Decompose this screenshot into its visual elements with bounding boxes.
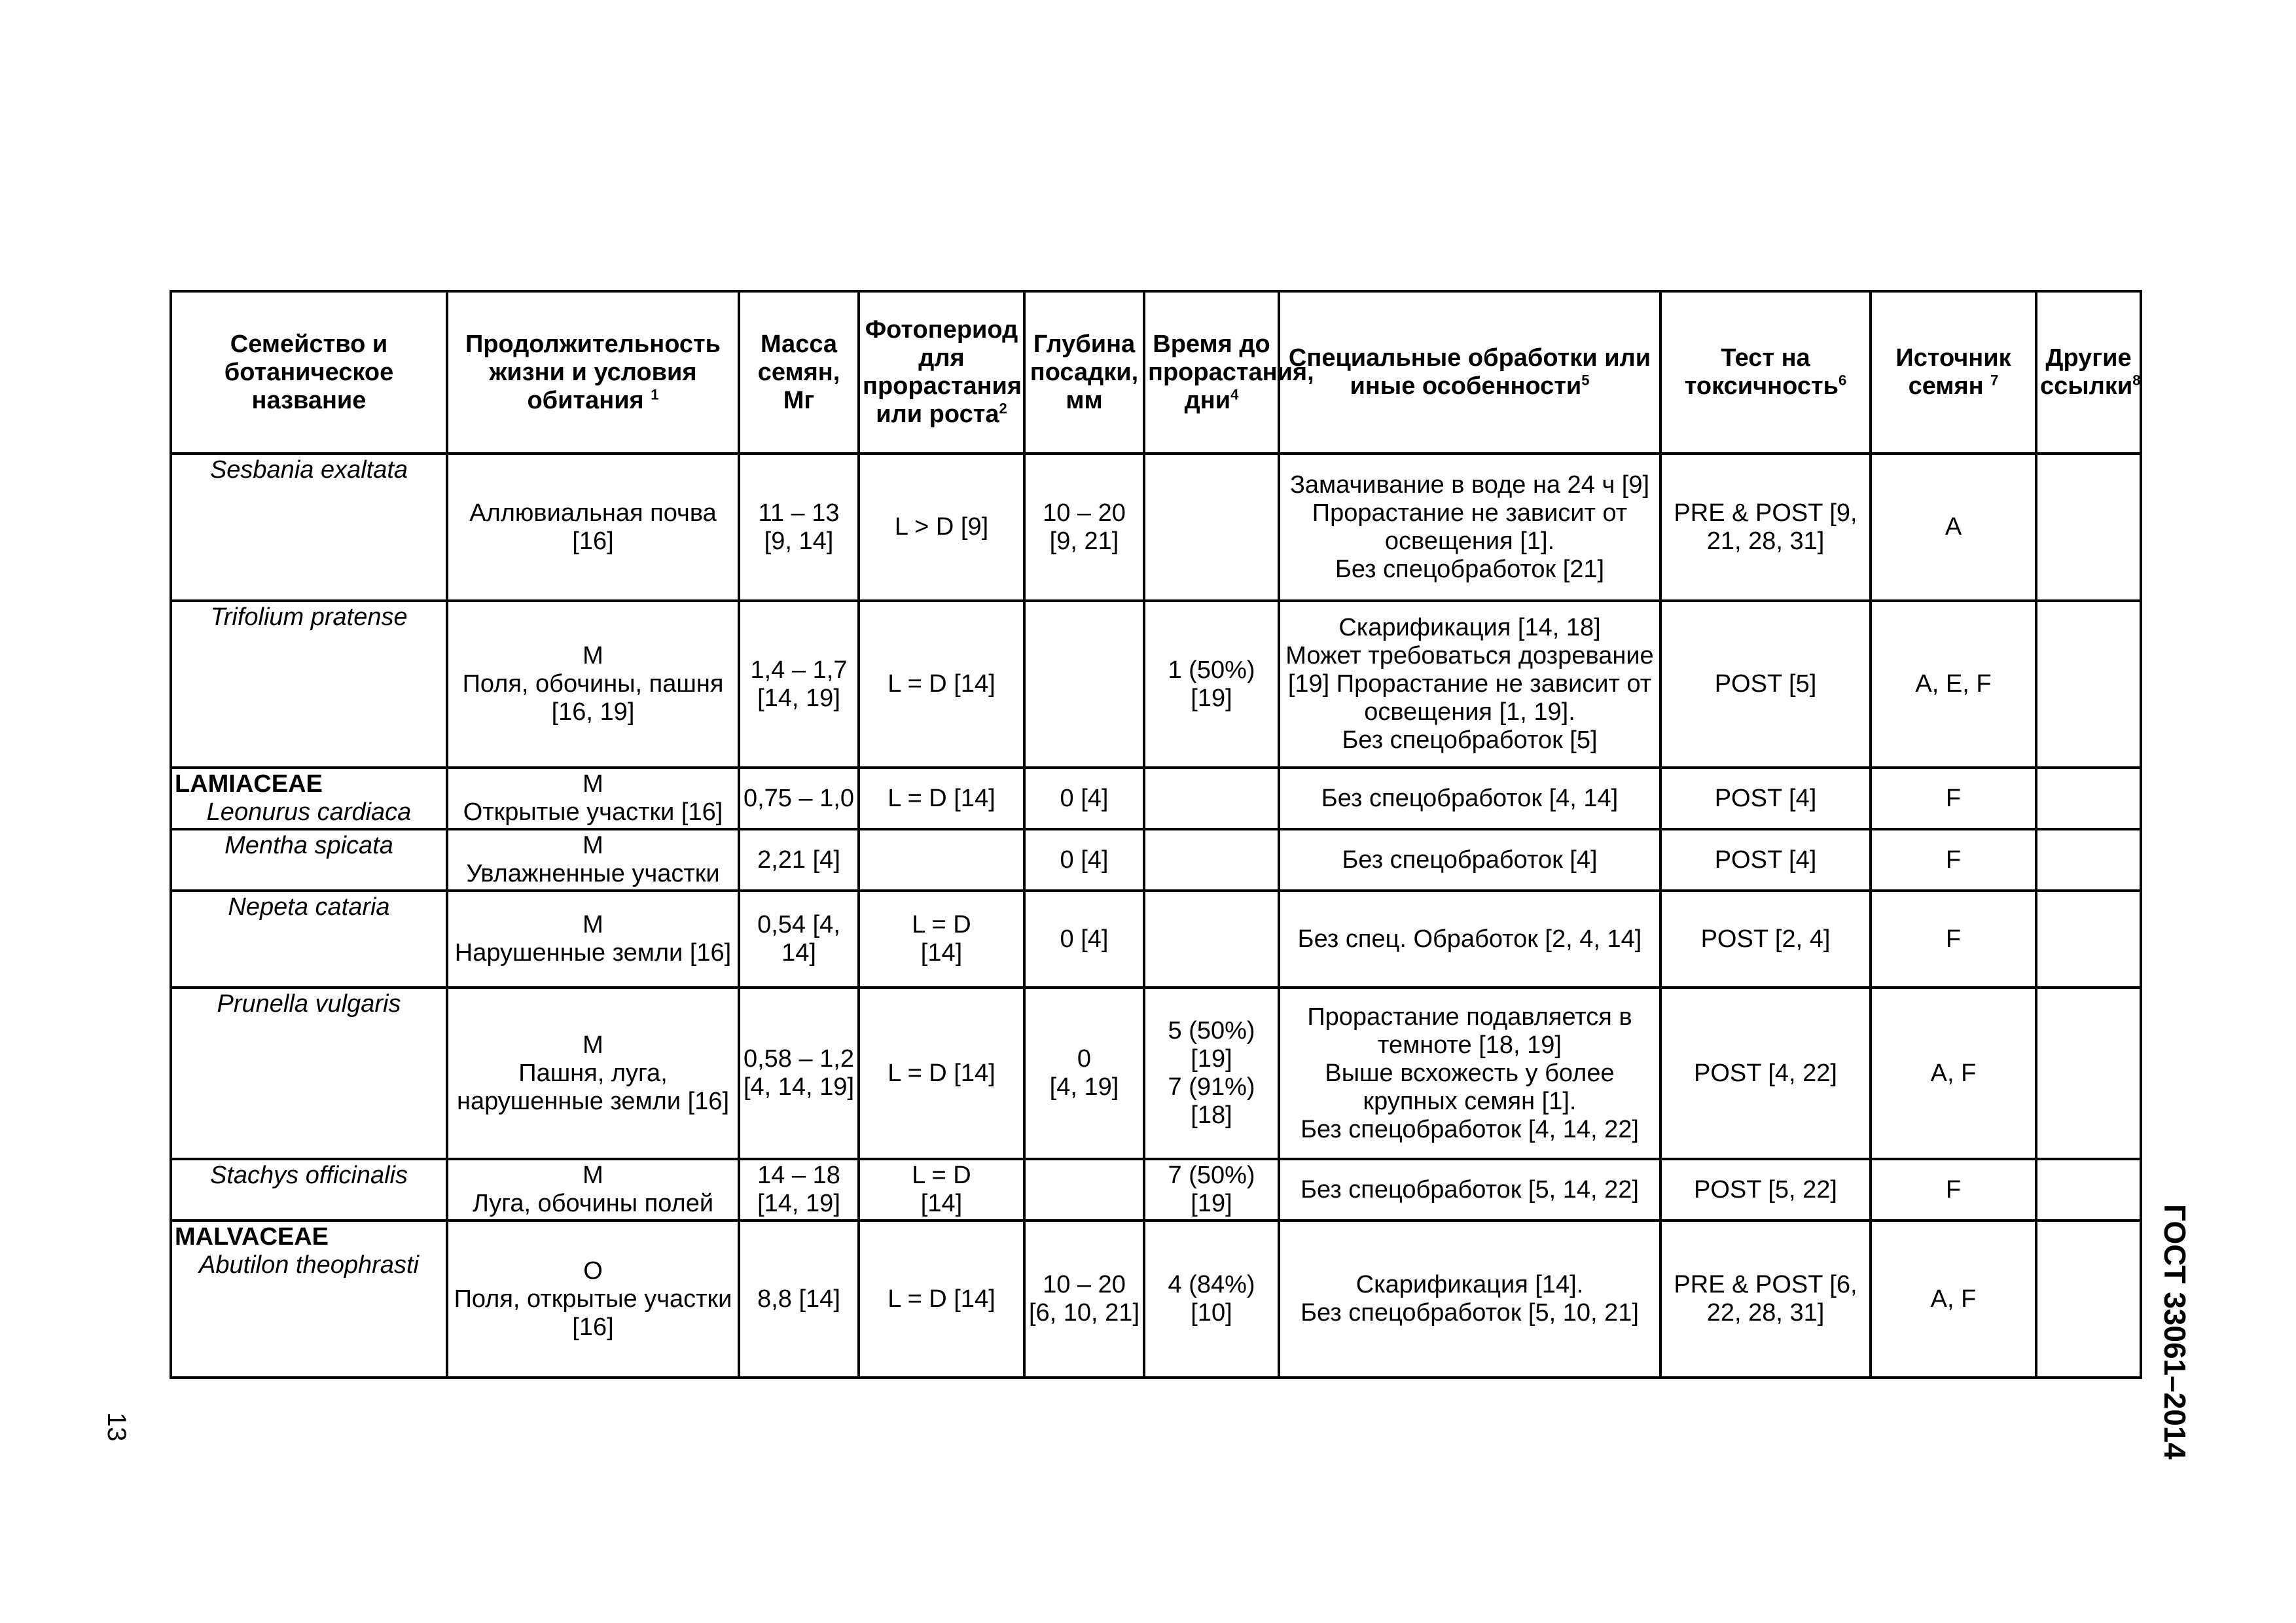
depth-cell: 0 [4] bbox=[1024, 829, 1144, 891]
life-cell: Аллювиальная почва [16] bbox=[447, 454, 739, 601]
other-cell bbox=[2036, 1221, 2141, 1378]
family-name: LAMIACEAE bbox=[175, 770, 323, 798]
time-cell: 5 (50%) [19] 7 (91%) [18] bbox=[1144, 988, 1279, 1159]
life-cell: M Пашня, луга, нарушенные земли [16] bbox=[447, 988, 739, 1159]
other-cell bbox=[2036, 829, 2141, 891]
header-mass: Масса семян, Мг bbox=[739, 291, 859, 454]
species-name: Prunella vulgaris bbox=[217, 990, 401, 1018]
mass-cell: 11 – 13 [9, 14] bbox=[739, 454, 859, 601]
source-cell: A bbox=[1871, 454, 2036, 601]
species-name: Stachys officinalis bbox=[209, 1162, 408, 1189]
depth-cell: 0 [4] bbox=[1024, 891, 1144, 988]
toxicity-cell: POST [4] bbox=[1660, 829, 1871, 891]
toxicity-cell: POST [4, 22] bbox=[1660, 988, 1871, 1159]
source-cell: F bbox=[1871, 829, 2036, 891]
photoperiod-cell: L = D [14] bbox=[859, 601, 1024, 768]
other-cell bbox=[2036, 891, 2141, 988]
toxicity-cell: PRE & POST [9, 21, 28, 31] bbox=[1660, 454, 1871, 601]
special-cell: Без спецобработок [4] bbox=[1279, 829, 1660, 891]
family-name: MALVACEAE bbox=[175, 1223, 329, 1251]
name-cell bbox=[171, 1221, 447, 1378]
special-cell: Прорастание подавляется в темноте [18, 19] Выше всхожесть у более крупных семян [1]. Без спецобработок [4, 14, 22] bbox=[1279, 988, 1660, 1159]
life-cell: M Открытые участки [16] bbox=[447, 768, 739, 829]
life-cell: M Поля, обочины, пашня [16, 19] bbox=[447, 601, 739, 768]
species-name: Leonurus cardiaca bbox=[206, 798, 412, 826]
species-name: Sesbania exaltata bbox=[209, 456, 408, 484]
table-row bbox=[171, 891, 2141, 988]
table-row bbox=[171, 1159, 2141, 1221]
mass-cell: 2,21 [4] bbox=[739, 829, 859, 891]
photoperiod-cell: L > D [9] bbox=[859, 454, 1024, 601]
life-cell: O Поля, открытые участки [16] bbox=[447, 1221, 739, 1378]
header-source: Источник семян $^7$ bbox=[1871, 291, 2036, 454]
depth-cell: 0 [4] bbox=[1024, 768, 1144, 829]
special-cell: Без спецобработок [4, 14] bbox=[1279, 768, 1660, 829]
header-time: Время до прорастания, дни$^4$ bbox=[1144, 291, 1279, 454]
toxicity-cell: PRE & POST [6, 22, 28, 31] bbox=[1660, 1221, 1871, 1378]
time-cell: 1 (50%) [19] bbox=[1144, 601, 1279, 768]
source-cell: A, F bbox=[1871, 1221, 2036, 1378]
special-cell: Без спец. Обработок [2, 4, 14] bbox=[1279, 891, 1660, 988]
table-row bbox=[171, 601, 2141, 768]
table-row bbox=[171, 988, 2141, 1159]
mass-cell: 0,58 – 1,2 [4, 14, 19] bbox=[739, 988, 859, 1159]
name-cell bbox=[171, 988, 447, 1159]
mass-cell: 0,54 [4, 14] bbox=[739, 891, 859, 988]
toxicity-cell: POST [5, 22] bbox=[1660, 1159, 1871, 1221]
special-cell: Замачивание в воде на 24 ч [9] Прорастание не зависит от освещения [1]. Без спецобработок [21] bbox=[1279, 454, 1660, 601]
source-cell: F bbox=[1871, 1159, 2036, 1221]
time-cell bbox=[1144, 454, 1279, 601]
toxicity-cell: POST [2, 4] bbox=[1660, 891, 1871, 988]
source-cell: F bbox=[1871, 891, 2036, 988]
other-cell bbox=[2036, 454, 2141, 601]
name-cell bbox=[171, 1159, 447, 1221]
header-row bbox=[171, 291, 2141, 454]
other-cell bbox=[2036, 601, 2141, 768]
mass-cell: 14 – 18 [14, 19] bbox=[739, 1159, 859, 1221]
mass-cell: 1,4 – 1,7 [14, 19] bbox=[739, 601, 859, 768]
life-cell: M Нарушенные земли [16] bbox=[447, 891, 739, 988]
special-cell: Скарификация [14]. Без спецобработок [5, 10, 21] bbox=[1279, 1221, 1660, 1378]
depth-cell: 0 [4, 19] bbox=[1024, 988, 1144, 1159]
header-photoperiod: Фотопериод для прорастания или роста$^2$ bbox=[859, 291, 1024, 454]
header-family: Семейство и ботаническое название bbox=[171, 291, 447, 454]
photoperiod-cell: L = D [14] bbox=[859, 1221, 1024, 1378]
name-cell bbox=[171, 768, 447, 829]
toxicity-cell: POST [5] bbox=[1660, 601, 1871, 768]
source-cell: F bbox=[1871, 768, 2036, 829]
source-cell: A, F bbox=[1871, 988, 2036, 1159]
page-number: 13 bbox=[102, 1412, 131, 1442]
life-cell: M Увлажненные участки bbox=[447, 829, 739, 891]
species-name: Trifolium pratense bbox=[210, 603, 408, 631]
source-cell: A, E, F bbox=[1871, 601, 2036, 768]
header-other: Другие ссылки$^8$ bbox=[2036, 291, 2141, 454]
time-cell bbox=[1144, 768, 1279, 829]
time-cell bbox=[1144, 829, 1279, 891]
header-depth: Глубина посадки, мм bbox=[1024, 291, 1144, 454]
header-toxicity: Тест на токсичность$^6$ bbox=[1660, 291, 1871, 454]
table-row bbox=[171, 1221, 2141, 1378]
table-row bbox=[171, 829, 2141, 891]
mass-cell: 8,8 [14] bbox=[739, 1221, 859, 1378]
time-cell: 4 (84%) [10] bbox=[1144, 1221, 1279, 1378]
table-body bbox=[171, 454, 2141, 1378]
special-cell: Без спецобработок [5, 14, 22] bbox=[1279, 1159, 1660, 1221]
table-row bbox=[171, 768, 2141, 829]
name-cell bbox=[171, 601, 447, 768]
photoperiod-cell: L = D [14] bbox=[859, 891, 1024, 988]
header-special: Специальные обработки или иные особенности$^5$ bbox=[1279, 291, 1660, 454]
photoperiod-cell bbox=[859, 829, 1024, 891]
time-cell bbox=[1144, 891, 1279, 988]
time-cell: 7 (50%) [19] bbox=[1144, 1159, 1279, 1221]
species-name: Abutilon theophrasti bbox=[199, 1251, 419, 1279]
photoperiod-cell: L = D [14] bbox=[859, 988, 1024, 1159]
depth-cell: 10 – 20 [9, 21] bbox=[1024, 454, 1144, 601]
name-cell bbox=[171, 454, 447, 601]
table-row bbox=[171, 454, 2141, 601]
species-name: Nepeta cataria bbox=[228, 893, 390, 921]
life-cell: M Луга, обочины полей bbox=[447, 1159, 739, 1221]
other-cell bbox=[2036, 988, 2141, 1159]
document-code: ГОСТ 33061–2014 bbox=[2158, 1204, 2192, 1460]
species-table bbox=[170, 290, 2142, 1379]
depth-cell: 10 – 20 [6, 10, 21] bbox=[1024, 1221, 1144, 1378]
mass-cell: 0,75 – 1,0 bbox=[739, 768, 859, 829]
name-cell bbox=[171, 829, 447, 891]
header-life: Продолжительность жизни и условия обитания $^1$ bbox=[447, 291, 739, 454]
other-cell bbox=[2036, 768, 2141, 829]
other-cell bbox=[2036, 1159, 2141, 1221]
species-name: Mentha spicata bbox=[224, 832, 393, 859]
depth-cell bbox=[1024, 1159, 1144, 1221]
photoperiod-cell: L = D [14] bbox=[859, 768, 1024, 829]
toxicity-cell: POST [4] bbox=[1660, 768, 1871, 829]
special-cell: Скарификация [14, 18] Может требоваться дозревание [19] Прорастание не зависит от освещения [1, 19]. Без спецобработок [5] bbox=[1279, 601, 1660, 768]
photoperiod-cell: L = D [14] bbox=[859, 1159, 1024, 1221]
depth-cell bbox=[1024, 601, 1144, 768]
name-cell bbox=[171, 891, 447, 988]
